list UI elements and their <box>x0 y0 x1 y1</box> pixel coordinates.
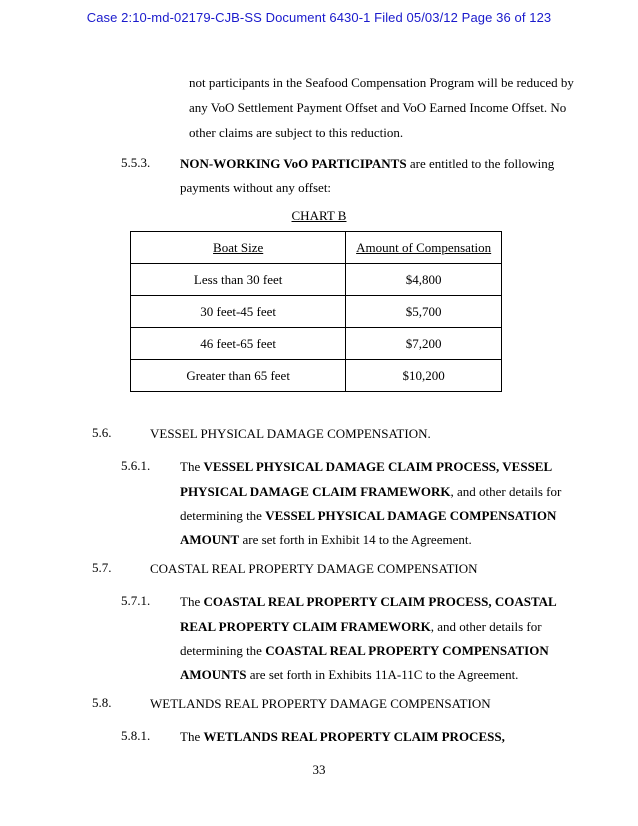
section-5-7-title: COASTAL REAL PROPERTY DAMAGE COMPENSATION <box>150 561 478 576</box>
text-span: The <box>180 729 204 744</box>
cell-boat-size: Greater than 65 feet <box>131 360 346 392</box>
bold-term: REAL PROPERTY CLAIM FRAMEWORK <box>180 619 431 634</box>
section-5-6-1-line-2 <box>180 483 561 501</box>
continued-text-line-1: not participants in the Seafood Compensation Program will be reduced by <box>189 75 574 90</box>
section-number-5-6-1: 5.6.1. <box>121 458 151 473</box>
section-5-7-1-line-2 <box>180 618 542 636</box>
bold-term: COASTAL REAL PROPERTY CLAIM PROCESS, COASTAL <box>203 594 557 609</box>
section-5-6-title: VESSEL PHYSICAL DAMAGE COMPENSATION. <box>150 426 431 441</box>
bold-term: WETLANDS REAL PROPERTY CLAIM PROCESS, <box>203 729 505 744</box>
section-number-5-6: 5.6. <box>92 425 112 440</box>
bold-term: NON-WORKING VoO PARTICIPANTS <box>180 156 407 171</box>
text-span: determining the <box>180 508 266 523</box>
bold-term: COASTAL REAL PROPERTY COMPENSATION <box>265 643 549 658</box>
chart-title-wrap <box>0 207 638 225</box>
section-number-5-7: 5.7. <box>92 560 112 575</box>
text-span: determining the <box>180 643 266 658</box>
chart-title: CHART B <box>291 208 347 223</box>
table-row <box>131 296 502 328</box>
continued-text-line-3: other claims are subject to this reduction. <box>189 125 404 140</box>
section-number-5-8-1: 5.8.1. <box>121 728 151 743</box>
cell-amount: $5,700 <box>346 296 502 328</box>
text-span: are set forth in Exhibits 11A-11C to the Agreement. <box>246 667 519 682</box>
cell-amount: $4,800 <box>346 264 502 296</box>
cell-boat-size: Less than 30 feet <box>131 264 346 296</box>
section-5-8-1-line-1 <box>180 728 505 746</box>
section-number-5-8: 5.8. <box>92 695 112 710</box>
section-5-8-title: WETLANDS REAL PROPERTY DAMAGE COMPENSATION <box>150 696 491 711</box>
section-5-5-3-line-2: payments without any offset: <box>180 180 332 195</box>
section-5-7-1-line-3 <box>180 642 549 660</box>
header-boat-size: Boat Size <box>131 232 346 264</box>
section-5-7-1-line-4 <box>180 666 518 684</box>
continued-text-line-2: any VoO Settlement Payment Offset and VoO Earned Income Offset. No <box>189 100 567 115</box>
compensation-table <box>130 231 502 392</box>
bold-term: AMOUNT <box>180 532 240 547</box>
header-amount: Amount of Compensation <box>346 232 502 264</box>
text-span: The <box>180 594 204 609</box>
cell-amount: $7,200 <box>346 328 502 360</box>
section-5-7-1-line-1 <box>180 593 557 611</box>
cell-boat-size: 46 feet-65 feet <box>131 328 346 360</box>
table-row <box>131 360 502 392</box>
text-span: are set forth in Exhibit 14 to the Agreement. <box>239 532 472 547</box>
section-5-6-1-line-4 <box>180 531 472 549</box>
court-filing-header: Case 2:10-md-02179-CJB-SS Document 6430-1 Filed 05/03/12 Page 36 of 123 <box>86 10 552 25</box>
section-5-6-1-line-3 <box>180 507 556 525</box>
text-span: , and other details for <box>450 484 562 499</box>
section-number-5-7-1: 5.7.1. <box>121 593 151 608</box>
cell-amount: $10,200 <box>346 360 502 392</box>
text-span: are entitled to the following <box>406 156 555 171</box>
bold-term: AMOUNTS <box>180 667 247 682</box>
section-5-6-1-line-1 <box>180 458 552 476</box>
table-row <box>131 328 502 360</box>
cell-boat-size: 30 feet-45 feet <box>131 296 346 328</box>
bold-term: PHYSICAL DAMAGE CLAIM FRAMEWORK <box>180 484 451 499</box>
bold-term: VESSEL PHYSICAL DAMAGE COMPENSATION <box>265 508 557 523</box>
table-header-row <box>131 232 502 264</box>
page-number: 33 <box>312 762 326 777</box>
bold-term: VESSEL PHYSICAL DAMAGE CLAIM PROCESS, VESSEL <box>203 459 553 474</box>
table-row <box>131 264 502 296</box>
section-5-5-3-line-1 <box>180 155 554 173</box>
section-number-5-5-3: 5.5.3. <box>121 155 151 170</box>
text-span: The <box>180 459 204 474</box>
text-span: , and other details for <box>430 619 542 634</box>
